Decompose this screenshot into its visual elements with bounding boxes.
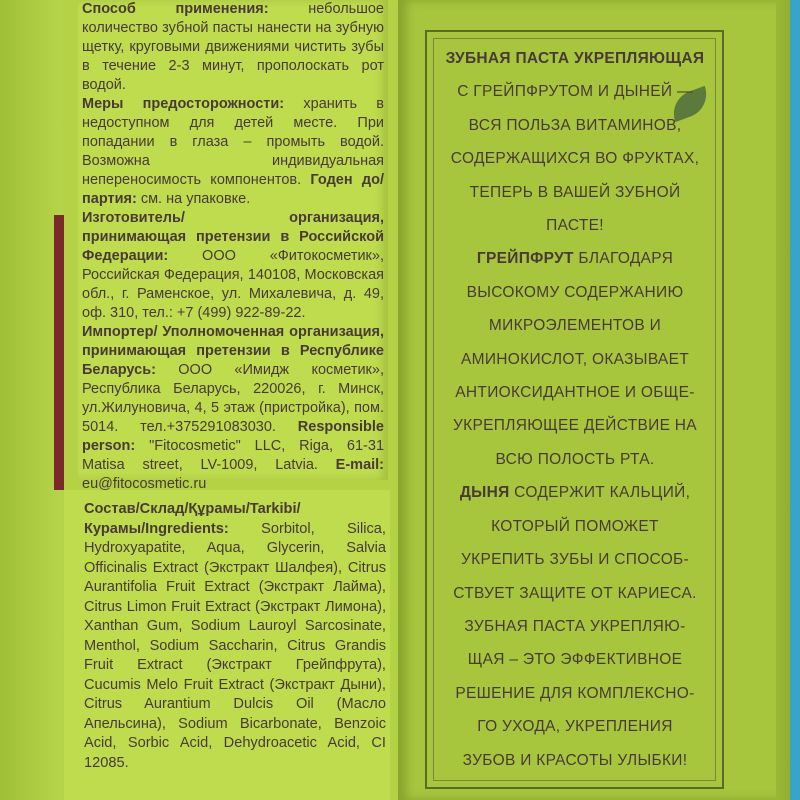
promo-line: ВСЯ ПОЛЬЗА ВИТАМИНОВ, [468,116,682,134]
usage-info [82,0,384,494]
promo-line: СОДЕРЖАЩИХСЯ ВО ФРУКТАХ, [450,150,700,168]
usage-paragraph [82,0,384,95]
promo-line: ВЫСОКОМУ СОДЕРЖАНИЮ [466,283,684,301]
manufacturer-label: Изготовитель/ организация, принимающая претензии в Российской Федерации: [82,210,384,264]
promo-line: С ГРЕЙПФРУТОМ И ДЫНЕЙ — [457,83,693,101]
email-text: eu@fitocosmetic.ru [82,476,207,492]
ingredients-info [84,500,386,773]
right-edge [776,0,800,800]
promo-title: ЗУБНАЯ ПАСТА УКРЕПЛЯЮЩАЯ [445,50,705,67]
manufacturer-text: ООО «Фитокосметик», Российская Федерация, 140108, Московская обл., г. Раменское, ул. Михалевича, д. 49, оф. 310, тел.: +7 (499) 922-89-22. [82,248,384,321]
promo-line: ГО УХОДА, УКРЕПЛЕНИЯ [477,718,673,736]
responsible-label: Responsible person: [82,419,384,454]
dark-strip [54,215,64,490]
ingredients-text: Sorbitol, Silica, Hydroxyapatite, Aqua, Glycerin, Salvia Officinalis Extract (Экстракт Шалфея), Citrus Aurantifolia Fruit Extract (Экстракт Лайма), Citrus Limon Fruit Extract (Экстракт Лимона), Xanthan Gum, Sodium Lauroyl Sarcosinate, Menthol, Sodium Saccharin, Citrus Grandis Fruit Extract (Экстракт Грейпфрута), Cucumis Melo Fruit Extract (Экстракт Дыни), Citrus Aurantium Dulcis Oil (Масло Апельсина), Sodium Bicarbonate, Benzoic Acid, Sorbic Acid, Dehydroacetic Acid, CI 12085. [84,520,386,771]
usage-text: небольшое количество зубной пасты нанести на зубную щетку, круговыми движениями чистить зубы в течение 2-3 минут, прополоскать рот водой. [82,1,384,93]
precautions-text: хранить в недоступном для детей месте. При попадании в глаза – промыть водой. Возможна индивидуальная непереносимость компонентов. [82,96,384,188]
left-edge [0,0,62,800]
promo-line: МИКРОЭЛЕМЕНТОВ И [488,317,662,335]
promo-line: ЗУБНАЯ ПАСТА УКРЕПЛЯЮ- [464,617,686,635]
promo-text [430,42,720,777]
importer-paragraph [82,323,384,494]
promo-line: УКРЕПЛЯЮЩЕЕ ДЕЙСТВИЕ НА [453,417,697,435]
promo-line: ПАСТЕ! [546,217,604,235]
promo-line: АМИНОКИСЛОТ, ОКАЗЫВАЕТ [461,350,689,368]
promo-line: СТВУЕТ ЗАЩИТЕ ОТ КАРИЕСА. [453,584,697,602]
promo-line: СОДЕРЖИТ КАЛЬЦИЙ, [509,484,691,502]
promo-line: УКРЕПИТЬ ЗУБЫ И СПОСОБ- [461,551,689,569]
melon-label: ДЫНЯ [459,484,510,502]
importer-text: ООО «Имидж косметик», Республика Беларусь, 220026, г. Минск, ул.Жилуновича, 4, 5 этаж (пристройка), пом. 5014. тел.+375291083030. [82,362,384,435]
manufacturer-paragraph [82,209,384,323]
promo-line: КОТОРЫЙ ПОМОЖЕТ [491,517,659,535]
expiry-text: см. на упаковке. [140,191,251,207]
promo-line: РЕШЕНИЕ ДЛЯ КОМПЛЕКСНО- [455,684,695,702]
promo-line: ЩАЯ – ЭТО ЭФФЕКТИВНОЕ [467,651,683,669]
email-label: E-mail: [335,457,385,473]
expiry-label: Годен до/партия: [82,172,384,207]
precautions-paragraph [82,95,384,209]
importer-label: Импортер/ Уполномоченная организация, принимающая претензии в Республике Беларусь: [82,324,384,378]
responsible-text: "Fitocosmetic" LLC, Riga, 61-31 Matisa street, LV-1009, Latvia. [82,438,385,473]
promo-line: ВСЮ ПОЛОСТЬ РТА. [495,450,655,468]
promo-line: ТЕПЕРЬ В ВАШЕЙ ЗУБНОЙ [469,183,681,201]
promo-line: ЗУБОВ И КРАСОТЫ УЛЫБКИ! [462,751,688,769]
promo-line: БЛАГОДАРЯ [573,250,674,268]
blue-strip [790,0,800,800]
grapefruit-label: ГРЕЙПФРУТ [476,250,574,268]
precautions-label: Меры предосторожности: [82,96,285,112]
promo-line: АНТИОКСИДАНТНОЕ И ОБЩЕ- [455,384,695,402]
ingredients-label: Состав/Склад/Құрамы/Tarkibi/ Курамы/Ingredients: [84,501,301,537]
usage-label: Способ применения: [82,1,269,17]
